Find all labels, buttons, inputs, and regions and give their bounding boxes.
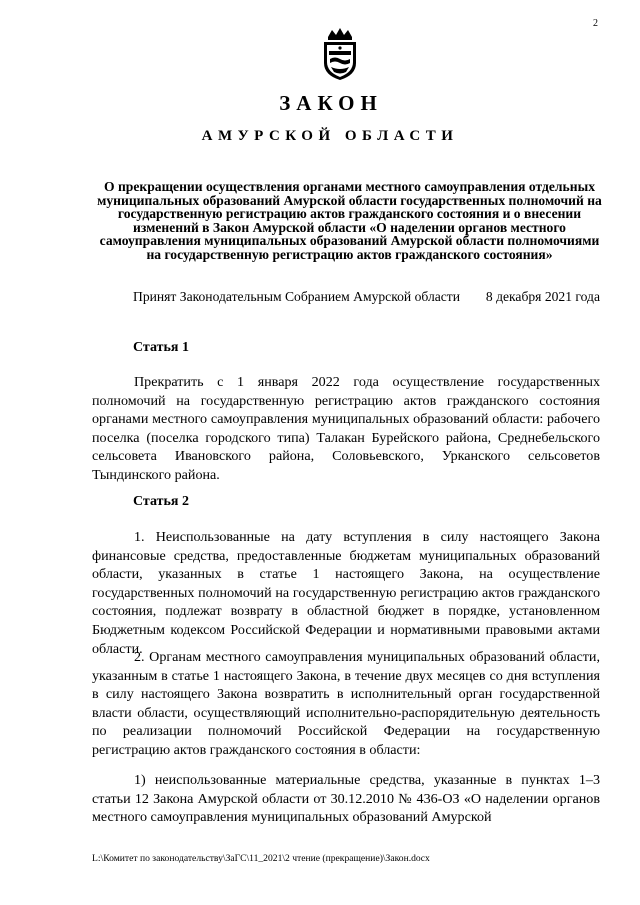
law-title: ЗАКОН xyxy=(279,91,383,115)
article-2-paragraph-2: 2. Органам местного самоуправления муниципальных образований области, указанным в статье 1 настоящего Закона, в течение двух месяцев со дня вступления в силу настоящего Закона возвратить в исполнительный орган государственной власти области, осуществляющий исполнительно-распорядительную деятельность по реализации полномочий Российской Федерации на государственную регистрацию актов гражданского состояния в области: xyxy=(92,649,600,758)
article-2-subparagraph-1: 1) неиспользованные материальные средства, указанные в пунктах 1–3 статьи 12 Закона Амурской области от 30.12.2010 № 436-ОЗ «О наделении органов местного самоуправления муниципальных образований Амурской xyxy=(92,772,600,826)
adoption-line xyxy=(133,289,600,305)
article-1-text: Прекратить с 1 января 2022 года осуществление государственных полномочий на государственную регистрацию актов гражданского состояния органами местного самоуправления муниципальных образований области: рабочего поселка (поселка городского типа) Талакан Бурейского района, Среднебельского сельсовета Ивановского района, Соловьевского, Урканского сельсоветов Тындинского района. xyxy=(92,374,600,483)
law-subject: О прекращении осуществления органами местного самоуправления отдельных муниципальных образований Амурской области государственных полномочий на государственную регистрацию актов гражданского состояния и о внесении изменений в Закон Амурской области «О наделении органов местного самоуправления муниципальных образований Амурской области полномочиями на государственную регистрацию актов гражданского состояния» xyxy=(97,179,602,262)
adoption-date: 8 декабря 2021 года xyxy=(485,289,600,304)
article-2-heading: Статья 2 xyxy=(133,494,189,509)
article-1-heading: Статья 1 xyxy=(133,340,189,355)
page-number: 2 xyxy=(593,18,598,29)
coat-of-arms-icon xyxy=(318,27,362,81)
region-title: АМУРСКОЙ ОБЛАСТИ xyxy=(201,128,459,144)
article-2-paragraph-1: 1. Неиспользованные на дату вступления в силу настоящего Закона финансовые средства, предоставленные бюджетам муниципальных образований области, указанных в статье 1 настоящего Закона, на осуществление государственных полномочий на государственную регистрацию актов гражданского состояния, подлежат возврату в областной бюджет в порядке, установленном Бюджетным кодексом Российской Федерации и нормативными правовыми актами области. xyxy=(92,529,600,657)
adopted-by: Принят Законодательным Собранием Амурской области xyxy=(133,289,461,304)
file-path-footer: L:\Комитет по законодательству\ЗаГС\11_2021\2 чтение (прекращение)\Закон.docx xyxy=(92,853,430,864)
